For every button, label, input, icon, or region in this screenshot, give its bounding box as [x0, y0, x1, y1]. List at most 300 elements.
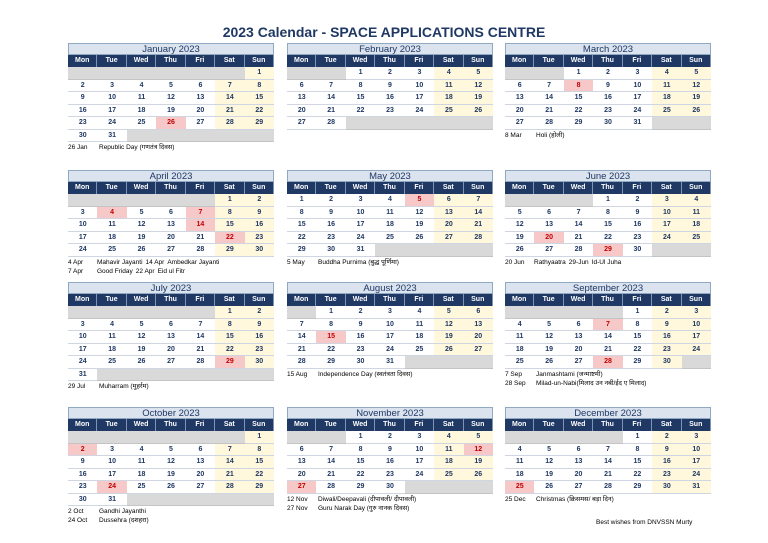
day-cell: 30 [316, 244, 345, 257]
day-cell: 6 [434, 194, 463, 207]
day-cell: 25 [127, 117, 156, 130]
day-cell: 10 [682, 444, 711, 457]
day-cell: 12 [464, 80, 493, 93]
holiday-name: Christmas (क्रिसमस/ बड़ा दिन) [536, 495, 614, 503]
day-cell: 27 [287, 117, 316, 130]
day-cell: 26 [505, 244, 534, 257]
empty-cell [505, 306, 534, 319]
day-cell: 12 [156, 92, 185, 105]
holiday-note [287, 370, 493, 379]
day-cell: 1 [346, 431, 375, 444]
day-cell: 15 [346, 92, 375, 105]
day-cell: 9 [245, 207, 274, 220]
day-cell: 5 [127, 207, 156, 220]
weekday-label: Sat [215, 55, 244, 67]
weekday-label: Wed [127, 182, 156, 194]
day-grid [505, 306, 711, 369]
day-cell: 10 [68, 331, 97, 344]
holiday-name: Eid ul Fitr [157, 267, 186, 275]
day-cell: 14 [287, 331, 316, 344]
day-cell: 4 [434, 67, 463, 80]
day-cell: 17 [405, 456, 434, 469]
weekday-label: Tue [316, 294, 345, 306]
weekday-label: Fri [623, 419, 652, 431]
day-cell: 9 [375, 444, 404, 457]
day-cell: 13 [186, 456, 215, 469]
day-cell: 28 [186, 356, 215, 369]
empty-cell [434, 481, 463, 494]
holiday-note [505, 495, 711, 504]
holiday-name: Mahavir Jayanti [97, 258, 143, 266]
weekday-label: Fri [186, 55, 215, 67]
empty-cell [68, 306, 97, 319]
day-cell: 6 [564, 444, 593, 457]
day-cell: 17 [97, 469, 126, 482]
weekday-label: Thu [593, 294, 622, 306]
day-cell: 5 [534, 444, 563, 457]
empty-cell [534, 194, 563, 207]
day-cell: 7 [534, 80, 563, 93]
day-cell: 14 [186, 219, 215, 232]
weekday-label: Fri [405, 419, 434, 431]
month-8 [505, 282, 711, 388]
weekday-label: Sat [434, 419, 463, 431]
footer-wishes: Best wishes from DNVSSN Murty [596, 519, 693, 526]
day-cell: 20 [505, 105, 534, 118]
day-grid [68, 306, 274, 381]
weekday-label: Tue [534, 419, 563, 431]
day-cell: 28 [593, 356, 622, 369]
holiday-name: Rathyaatra [534, 258, 566, 266]
day-cell: 16 [652, 456, 681, 469]
day-cell: 10 [405, 444, 434, 457]
day-cell: 1 [287, 194, 316, 207]
empty-cell [434, 117, 463, 130]
weekday-label: Sat [215, 294, 244, 306]
day-cell: 24 [623, 105, 652, 118]
day-cell: 11 [652, 80, 681, 93]
weekday-label: Sat [652, 294, 681, 306]
day-cell: 29 [623, 356, 652, 369]
day-cell: 15 [316, 331, 345, 344]
holiday-notes [287, 370, 493, 379]
day-cell: 7 [316, 444, 345, 457]
holiday-note [68, 143, 274, 152]
holiday-date: 8 Mar [505, 131, 522, 139]
day-cell: 21 [287, 344, 316, 357]
day-cell: 13 [464, 319, 493, 332]
day-cell: 20 [186, 469, 215, 482]
empty-cell [434, 244, 463, 257]
day-cell: 23 [245, 232, 274, 245]
weekday-label: Thu [375, 294, 404, 306]
day-cell: 5 [405, 194, 434, 207]
day-cell: 1 [623, 431, 652, 444]
day-cell: 17 [97, 105, 126, 118]
day-cell: 19 [534, 344, 563, 357]
holiday-note [68, 258, 274, 267]
weekday-label: Fri [623, 55, 652, 67]
weekday-label: Mon [68, 294, 97, 306]
day-cell: 18 [405, 331, 434, 344]
day-cell: 12 [156, 456, 185, 469]
day-cell: 28 [534, 117, 563, 130]
empty-cell [186, 130, 215, 143]
empty-cell [652, 244, 681, 257]
day-cell: 17 [346, 219, 375, 232]
day-cell: 18 [505, 469, 534, 482]
weekday-label: Sat [215, 182, 244, 194]
day-cell: 12 [534, 456, 563, 469]
empty-cell [245, 494, 274, 507]
holiday-date: 24 Oct [68, 517, 88, 524]
empty-cell [215, 431, 244, 444]
day-cell: 18 [434, 92, 463, 105]
day-cell: 22 [564, 105, 593, 118]
day-cell: 12 [534, 331, 563, 344]
holiday-date: 7 Apr [68, 267, 84, 275]
weekday-label: Sun [245, 419, 274, 431]
holiday-note [287, 495, 493, 504]
day-cell: 21 [464, 219, 493, 232]
day-cell: 28 [464, 232, 493, 245]
day-cell: 7 [593, 444, 622, 457]
day-cell: 15 [564, 92, 593, 105]
day-cell: 25 [505, 481, 534, 494]
holiday-date: 15 Aug [287, 370, 308, 378]
weekday-label: Wed [564, 55, 593, 67]
day-cell: 4 [505, 319, 534, 332]
day-cell: 28 [316, 117, 345, 130]
day-cell: 5 [534, 319, 563, 332]
day-cell: 6 [186, 80, 215, 93]
day-cell: 9 [245, 319, 274, 332]
day-cell: 12 [682, 80, 711, 93]
holiday-notes [68, 507, 274, 525]
weekday-label: Wed [346, 55, 375, 67]
weekday-header [505, 419, 711, 431]
day-cell: 20 [156, 232, 185, 245]
day-cell: 25 [405, 344, 434, 357]
day-cell: 3 [346, 194, 375, 207]
weekday-header [287, 55, 493, 67]
day-cell: 27 [564, 481, 593, 494]
day-cell: 10 [97, 456, 126, 469]
empty-cell [97, 194, 126, 207]
holiday-note [68, 382, 274, 391]
day-cell: 3 [682, 431, 711, 444]
day-cell: 1 [245, 431, 274, 444]
day-cell: 13 [186, 92, 215, 105]
empty-cell [564, 306, 593, 319]
day-cell: 5 [464, 67, 493, 80]
day-cell: 29 [215, 244, 244, 257]
day-cell: 19 [127, 232, 156, 245]
day-cell: 15 [623, 456, 652, 469]
day-cell: 6 [505, 80, 534, 93]
day-cell: 12 [464, 444, 493, 457]
day-cell: 30 [375, 481, 404, 494]
day-cell: 11 [434, 444, 463, 457]
day-cell: 18 [127, 105, 156, 118]
holiday-name: Id-Ul Juha [591, 258, 622, 266]
day-cell: 12 [127, 331, 156, 344]
empty-cell [215, 130, 244, 143]
day-cell: 6 [156, 319, 185, 332]
day-cell: 4 [505, 444, 534, 457]
month-title: September 2023 [505, 282, 711, 294]
empty-cell [405, 244, 434, 257]
day-cell: 1 [593, 194, 622, 207]
day-cell: 14 [593, 456, 622, 469]
day-cell: 7 [316, 80, 345, 93]
weekday-label: Tue [534, 55, 563, 67]
day-cell: 29 [245, 481, 274, 494]
day-cell: 16 [346, 331, 375, 344]
empty-cell [127, 494, 156, 507]
day-cell: 26 [682, 105, 711, 118]
weekday-label: Fri [405, 294, 434, 306]
day-cell: 26 [127, 356, 156, 369]
day-cell: 4 [127, 80, 156, 93]
empty-cell [156, 194, 185, 207]
day-cell: 27 [287, 481, 316, 494]
empty-cell [156, 130, 185, 143]
day-cell: 10 [346, 207, 375, 220]
empty-cell [464, 117, 493, 130]
day-grid [287, 194, 493, 257]
weekday-label: Wed [127, 55, 156, 67]
day-cell: 25 [127, 481, 156, 494]
day-cell: 25 [652, 105, 681, 118]
empty-cell [127, 369, 156, 382]
empty-cell [97, 67, 126, 80]
day-cell: 3 [405, 67, 434, 80]
day-cell: 1 [623, 306, 652, 319]
holiday-name: Janmashtami (जन्माष्टमी) [536, 370, 603, 378]
holiday-notes [505, 495, 711, 504]
weekday-label: Tue [97, 419, 126, 431]
day-cell: 1 [245, 67, 274, 80]
day-cell: 11 [682, 207, 711, 220]
weekday-label: Sun [464, 182, 493, 194]
page-title: 2023 Calendar - SPACE APPLICATIONS CENTRE [222, 24, 546, 40]
month-3 [68, 170, 274, 276]
day-cell: 22 [346, 105, 375, 118]
day-cell: 1 [316, 306, 345, 319]
day-cell: 19 [464, 456, 493, 469]
holiday-notes [68, 143, 274, 152]
weekday-header [68, 294, 274, 306]
day-cell: 25 [505, 356, 534, 369]
empty-cell [287, 431, 316, 444]
day-cell: 8 [245, 80, 274, 93]
day-cell: 5 [464, 431, 493, 444]
day-cell: 20 [186, 105, 215, 118]
day-cell: 2 [375, 67, 404, 80]
day-cell: 14 [593, 331, 622, 344]
day-cell: 13 [287, 456, 316, 469]
empty-cell [564, 431, 593, 444]
empty-cell [534, 431, 563, 444]
day-cell: 13 [534, 219, 563, 232]
day-cell: 15 [593, 219, 622, 232]
day-cell: 7 [464, 194, 493, 207]
day-cell: 25 [97, 244, 126, 257]
empty-cell [68, 67, 97, 80]
day-cell: 15 [623, 331, 652, 344]
day-cell: 30 [346, 356, 375, 369]
day-cell: 26 [127, 244, 156, 257]
day-cell: 30 [623, 244, 652, 257]
weekday-label: Sun [682, 294, 711, 306]
empty-cell [375, 244, 404, 257]
weekday-label: Sun [245, 182, 274, 194]
weekday-label: Sat [652, 419, 681, 431]
day-cell: 7 [215, 80, 244, 93]
month-2 [505, 43, 711, 140]
day-cell: 28 [186, 244, 215, 257]
weekday-label: Wed [564, 182, 593, 194]
holiday-name: Holi (होली) [536, 131, 565, 139]
day-cell: 22 [623, 344, 652, 357]
day-cell: 17 [623, 92, 652, 105]
day-cell: 9 [68, 92, 97, 105]
day-cell: 20 [156, 344, 185, 357]
holiday-name: Good Friday [97, 267, 133, 275]
day-cell: 21 [564, 232, 593, 245]
weekday-label: Fri [623, 182, 652, 194]
day-cell: 22 [245, 105, 274, 118]
weekday-label: Mon [505, 419, 534, 431]
weekday-label: Tue [534, 182, 563, 194]
empty-cell [505, 431, 534, 444]
day-cell: 3 [623, 67, 652, 80]
holiday-name: Gandhi Jayanthi [99, 508, 146, 515]
empty-cell [186, 369, 215, 382]
day-cell: 29 [316, 356, 345, 369]
empty-cell [97, 431, 126, 444]
empty-cell [534, 67, 563, 80]
day-cell: 15 [346, 456, 375, 469]
day-cell: 5 [682, 67, 711, 80]
empty-cell [127, 194, 156, 207]
day-cell: 26 [405, 232, 434, 245]
day-cell: 6 [534, 207, 563, 220]
day-cell: 11 [505, 331, 534, 344]
day-cell: 8 [215, 207, 244, 220]
day-cell: 20 [287, 469, 316, 482]
day-cell: 3 [68, 319, 97, 332]
day-cell: 3 [97, 444, 126, 457]
weekday-label: Mon [287, 294, 316, 306]
day-cell: 15 [245, 92, 274, 105]
day-cell: 20 [434, 219, 463, 232]
day-grid [68, 67, 274, 142]
empty-cell [186, 431, 215, 444]
weekday-label: Fri [186, 182, 215, 194]
day-cell: 11 [127, 92, 156, 105]
day-cell: 18 [505, 344, 534, 357]
month-title: February 2023 [287, 43, 493, 55]
weekday-label: Mon [68, 182, 97, 194]
day-cell: 22 [346, 469, 375, 482]
day-cell: 29 [593, 244, 622, 257]
holiday-note [68, 507, 274, 516]
empty-cell [534, 306, 563, 319]
day-grid [505, 431, 711, 494]
day-cell: 3 [375, 306, 404, 319]
holiday-date: 28 Sep [505, 379, 526, 387]
day-cell: 30 [593, 117, 622, 130]
day-cell: 8 [245, 444, 274, 457]
weekday-label: Tue [97, 182, 126, 194]
day-grid [287, 67, 493, 130]
empty-cell [97, 369, 126, 382]
day-cell: 27 [434, 232, 463, 245]
day-cell: 4 [97, 319, 126, 332]
day-cell: 29 [623, 481, 652, 494]
day-cell: 8 [623, 444, 652, 457]
day-cell: 21 [186, 232, 215, 245]
day-cell: 16 [375, 92, 404, 105]
day-cell: 21 [316, 105, 345, 118]
empty-cell [156, 369, 185, 382]
day-cell: 31 [623, 117, 652, 130]
empty-cell [156, 431, 185, 444]
day-cell: 7 [287, 319, 316, 332]
day-cell: 31 [97, 130, 126, 143]
day-cell: 14 [215, 456, 244, 469]
day-cell: 21 [593, 344, 622, 357]
weekday-label: Thu [375, 182, 404, 194]
day-cell: 26 [156, 117, 185, 130]
day-cell: 13 [564, 456, 593, 469]
day-cell: 26 [464, 105, 493, 118]
day-cell: 18 [434, 456, 463, 469]
holiday-name: Dussehra (दशहरा) [99, 517, 149, 524]
day-cell: 25 [434, 469, 463, 482]
day-cell: 5 [505, 207, 534, 220]
day-cell: 10 [623, 80, 652, 93]
day-cell: 11 [375, 207, 404, 220]
weekday-label: Mon [287, 55, 316, 67]
weekday-label: Wed [564, 294, 593, 306]
day-cell: 27 [464, 344, 493, 357]
day-cell: 14 [534, 92, 563, 105]
day-cell: 19 [464, 92, 493, 105]
weekday-label: Thu [593, 55, 622, 67]
day-cell: 5 [434, 306, 463, 319]
day-cell: 31 [375, 356, 404, 369]
day-cell: 19 [534, 469, 563, 482]
weekday-label: Mon [505, 294, 534, 306]
weekday-label: Thu [156, 55, 185, 67]
day-cell: 11 [97, 219, 126, 232]
weekday-label: Fri [186, 419, 215, 431]
empty-cell [682, 356, 711, 369]
weekday-label: Fri [186, 294, 215, 306]
weekday-header [68, 55, 274, 67]
day-cell: 10 [682, 319, 711, 332]
day-cell: 17 [405, 92, 434, 105]
day-cell: 21 [215, 469, 244, 482]
day-cell: 4 [97, 207, 126, 220]
weekday-label: Tue [316, 419, 345, 431]
empty-cell [68, 431, 97, 444]
day-cell: 26 [464, 469, 493, 482]
day-cell: 30 [652, 356, 681, 369]
